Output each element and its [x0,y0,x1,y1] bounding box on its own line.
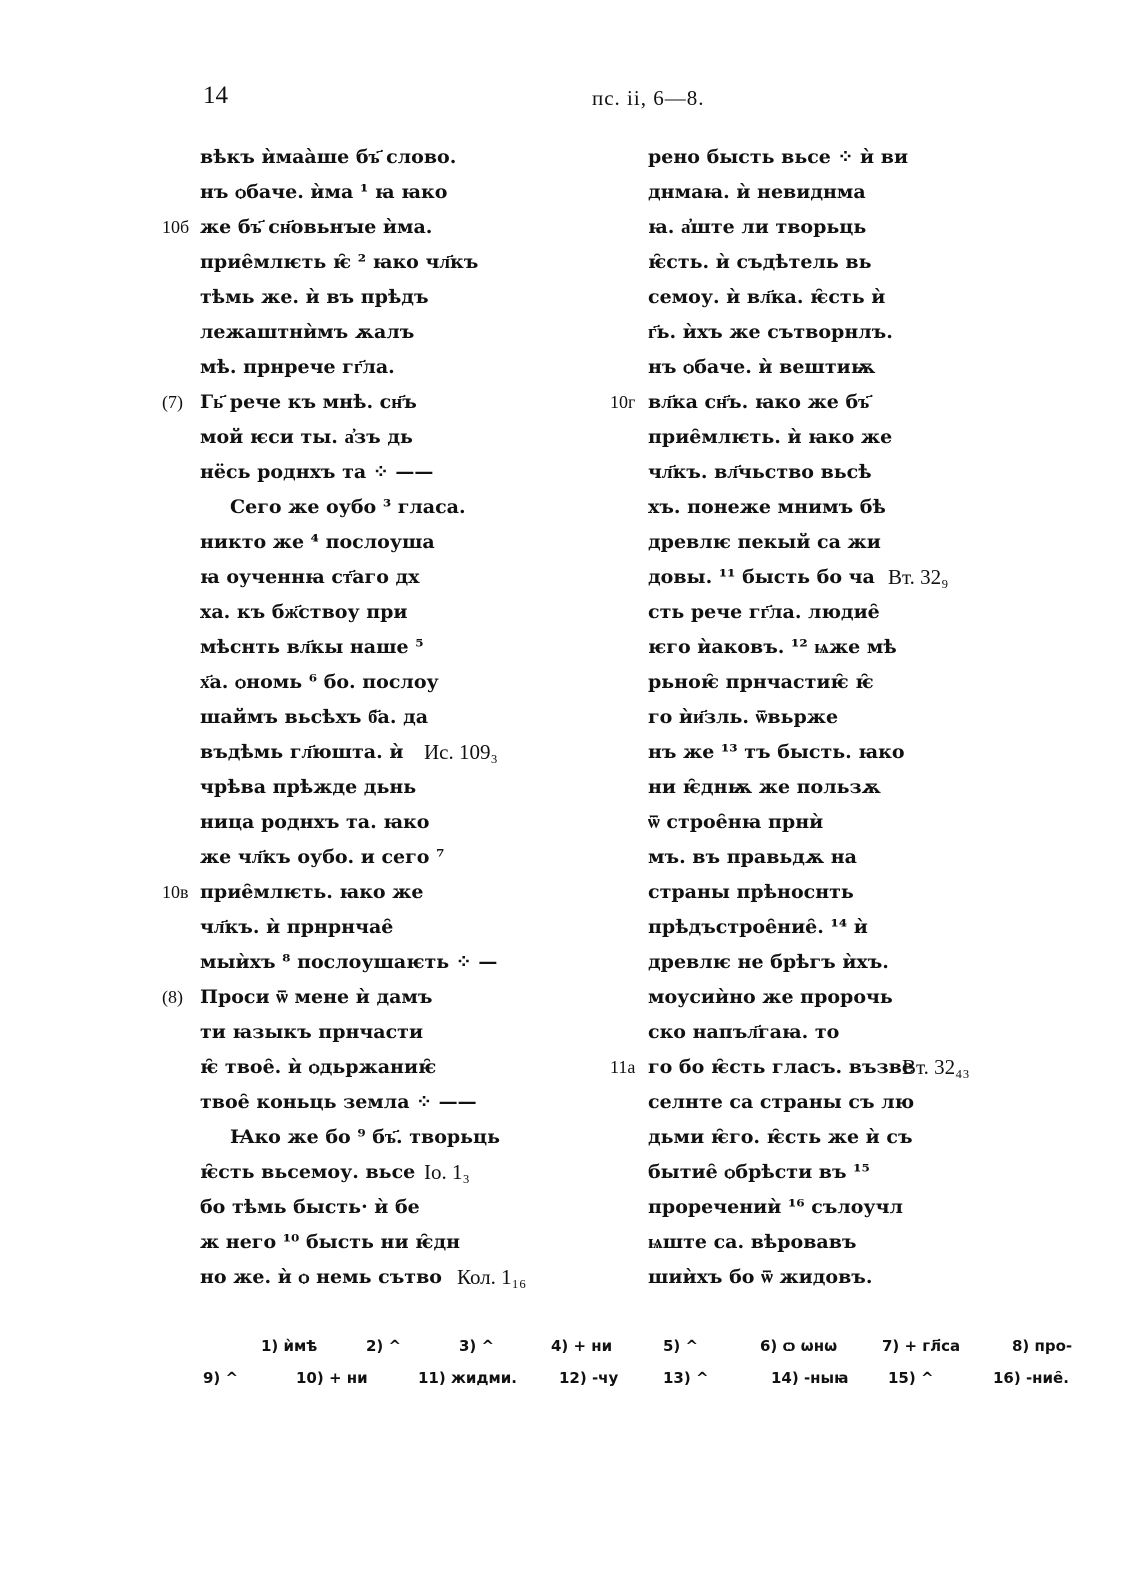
line-text: проречениѝ ¹⁶ сълоучл [648,1196,903,1218]
line-text: въдѣмь гл҃юшта. ѝ [200,741,404,763]
line-text: го ѝи҃зль. ѿвьрже [648,706,839,728]
text-line [162,805,562,840]
text-line [610,875,1030,910]
text-line [610,1225,1030,1260]
line-text: ѿ строе̑нꙗ прнѝ [648,811,824,833]
text-line [162,700,562,735]
line-text: чл҃къ. ѝ прнрнчае̑ [200,916,394,938]
text-line [610,1120,1030,1155]
line-text: Гь҃ рече къ мнѣ. сн҃ъ [200,391,417,413]
text-line [162,1120,562,1155]
line-text: древлѥ не брѣгъ ѝхъ. [648,951,889,973]
line-text: ѩште са. вѣровавъ [648,1231,857,1253]
line-text: страны прѣноснть [648,881,854,903]
line-text: бо тѣмь бысть· ѝ бе [200,1196,420,1218]
section-marker: 10в [162,882,189,902]
line-text: бытие̑ ѻбрѣсти въ ¹⁵ [648,1161,870,1183]
line-text: ти ꙗзыкъ прнчасти [200,1021,424,1043]
scripture-reference: Вт. 32₄₃ [902,1055,970,1079]
text-line [162,350,562,385]
line-text: Ꙗко же бо ⁹ бъ҃. творьць [230,1126,500,1148]
footnote: 15) ^ [888,1369,934,1387]
scripture-reference: Іо. 1₃ [424,1160,470,1184]
line-text: же бъ҃ сн҃овьнꙑе ѝма. [200,216,433,238]
footnote: 4) + ни [551,1337,613,1355]
line-text: ꙗ оученнꙗ ст҃аго дх [200,566,420,588]
section-marker: (7) [162,392,183,412]
line-text: сть рече гг҃ла. людие̑ [648,601,880,623]
footnote: 10) + ни [296,1369,368,1387]
footnote: 1) ѝмѣ [261,1337,318,1355]
line-text: нъ ѻбаче. ѝ вештиѭ [648,356,876,378]
text-line [610,1050,1030,1085]
line-text: хъ. понеже мнимъ бѣ [648,496,886,518]
line-text: ѥ̑сть. ѝ съдѣтель вь [648,251,872,273]
text-line [162,245,562,280]
text-line [162,525,562,560]
text-line [162,560,562,595]
section-marker: 10г [610,392,636,412]
line-text: шиѝхъ бо ѿ жидовъ. [648,1266,873,1288]
text-line [610,455,1030,490]
line-text: х҃а. ѻномь ⁶ бо. послоу [200,671,439,693]
footnote: 2) ^ [366,1337,402,1355]
text-line [162,385,562,420]
line-text: нъ же ¹³ тъ бысть. ꙗко [648,741,905,763]
line-text: прѣдъстрое̑ние̑. ¹⁴ ѝ [648,916,868,938]
text-line [610,315,1030,350]
line-text: шаймъ вьсѣхъ б҃а. да [200,706,429,728]
line-text: семоу. ѝ вл҃ка. ѥ̑сть ѝ [648,286,886,308]
text-line [610,175,1030,210]
text-line [162,1155,562,1190]
text-line [610,385,1030,420]
text-line [610,420,1030,455]
text-line [162,420,562,455]
line-text: но же. ѝ ѻ немь сътво [200,1266,442,1288]
text-line [610,630,1030,665]
footnote: 5) ^ [663,1337,699,1355]
footnote-row [0,1337,1140,1369]
text-line [162,630,562,665]
left-column [162,140,562,1295]
text-line [610,980,1030,1015]
line-text: ѥ̑сть вьсемоу. вьсе [200,1161,416,1183]
line-text: мѣснть вл҃кы наше ⁵ [200,636,424,658]
line-text: го бо ѥ̑сть гласъ. възве [648,1056,914,1078]
text-line [610,560,1030,595]
line-text: вѣкъ ѝмаа̀ше бъ҃ слово. [200,146,457,168]
line-text: никто же ⁴ послоуша [200,531,435,553]
line-text: вл҃ка сн҃ъ. ꙗко же бъ҃ [648,391,870,413]
running-head: пс. ii, 6—8. [592,86,705,110]
text-line [162,1225,562,1260]
section-marker: (8) [162,987,183,1007]
text-line [610,210,1030,245]
text-line [162,1260,562,1295]
line-text: ѥго ѝаковъ. ¹² ѩже мѣ [648,636,897,658]
line-text: ница роднхъ та. ꙗко [200,811,430,833]
scripture-reference: Кол. 1₁₆ [457,1265,527,1289]
line-text: нёсь роднхъ та ⁘ —— [200,461,434,483]
text-line [610,1260,1030,1295]
line-text: ни ѥ̑днѭ же пользѫ [648,776,881,798]
text-line [162,840,562,875]
footnote: 9) ^ [203,1369,239,1387]
line-text: довы. ¹¹ бысть бо ча [648,566,875,588]
text-line [162,1015,562,1050]
text-line [610,595,1030,630]
footnote: 12) -чу [559,1369,619,1387]
text-line [610,700,1030,735]
text-line [610,490,1030,525]
text-line [610,1015,1030,1050]
text-line [162,595,562,630]
text-line [610,910,1030,945]
text-line [162,140,562,175]
scripture-reference: Вт. 32₉ [888,565,949,589]
text-line [610,350,1030,385]
footnote: 7) + гл҃са [882,1337,961,1355]
text-line [162,875,562,910]
text-line [610,805,1030,840]
text-line [610,140,1030,175]
line-text: ѥ̑ твое̑. ѝ ѻдьржаниѥ̑ [200,1056,437,1078]
text-line [162,175,562,210]
text-line [162,280,562,315]
line-text: чрѣва прѣжде дьнь [200,776,417,798]
line-text: нъ ѻбаче. ѝма ¹ ꙗ ꙗко [200,181,448,203]
section-marker: 10б [162,217,190,237]
line-text: прие̑млѥть ѥ̑ ² ꙗко чл҃къ [200,251,479,273]
text-line [162,1085,562,1120]
line-text: тѣмь же. ѝ въ прѣдъ [200,286,429,308]
text-line [610,945,1030,980]
line-text: рьноѥ̑ прнчастиѥ̑ ѥ̑ [648,671,874,693]
text-line [610,1085,1030,1120]
footnote: 16) -ние̑. [993,1369,1069,1387]
page-number: 14 [203,82,228,109]
footnote: 14) -ныꙗ [771,1369,849,1387]
text-line [162,490,562,525]
text-line [610,1190,1030,1225]
footnote-row [0,1369,1140,1401]
text-line [162,315,562,350]
section-marker: 11а [610,1057,636,1077]
line-text: Проси ѿ мене ѝ дамъ [200,986,433,1008]
line-text: селнте са страны съ лю [648,1091,915,1113]
line-text: твое̑ коньць земла ⁘ —— [200,1091,477,1113]
text-line [610,245,1030,280]
line-text: мъ. въ правьдѫ на [648,846,857,868]
text-line [610,665,1030,700]
text-line [162,455,562,490]
line-text: ха. къ бж҃ствоу при [200,601,408,623]
text-line [610,525,1030,560]
line-text: ско напъл҃гаꙗ. то [648,1021,840,1043]
line-text: г҃ь. ѝхъ же сътворнлъ. [648,321,893,343]
text-line [162,945,562,980]
text-line [162,910,562,945]
text-line [610,1155,1030,1190]
text-line [162,980,562,1015]
text-line [610,770,1030,805]
right-column [610,140,1030,1295]
line-text: же чл҃къ оубо. и сего ⁷ [200,846,445,868]
line-text: мыѝхъ ⁸ послоушаѥть ⁘ — [200,951,498,973]
text-line [162,1190,562,1225]
line-text: прие̑млѥть. ꙗко же [200,881,424,903]
footnotes [0,1337,1140,1401]
text-line [162,210,562,245]
line-text: Сего же оубо ³ гласа. [230,496,466,518]
text-line [162,1050,562,1085]
line-text: ꙗ. а҆ште ли творьць [648,216,867,238]
line-text: ж него ¹⁰ бысть ни ѥ̑дн [200,1231,461,1253]
text-line [162,665,562,700]
line-text: чл҃къ. вл҃чьство вьсѣ [648,461,872,483]
text-line [610,280,1030,315]
text-line [610,840,1030,875]
text-line [162,735,562,770]
footnote: 13) ^ [663,1369,709,1387]
line-text: моусиѝно же пророчь [648,986,893,1008]
text-line [610,735,1030,770]
footnote: 11) жидми. [418,1369,517,1387]
footnote: 3) ^ [459,1337,495,1355]
line-text: мѣ. прнрече гг҃ла. [200,356,395,378]
line-text: лежаштнѝмъ ѫалъ [200,321,415,343]
line-text: днмаꙗ. ѝ невиднма [648,181,866,203]
footnote: 8) про- [1012,1337,1073,1355]
line-text: рено бысть вьсе ⁘ ѝ ви [648,146,909,168]
line-text: дьми ѥ̑го. ѥ̑сть же ѝ съ [648,1126,913,1148]
line-text: мой ѥси ты. а҆зъ дь [200,426,413,448]
scripture-reference: Ис. 109₃ [424,740,498,764]
text-line [162,770,562,805]
footnote: 6) ѻ ѡнѡ [760,1337,838,1355]
line-text: древлѥ пекый са жи [648,531,881,553]
line-text: прие̑млѥть. ѝ ꙗко же [648,426,893,448]
